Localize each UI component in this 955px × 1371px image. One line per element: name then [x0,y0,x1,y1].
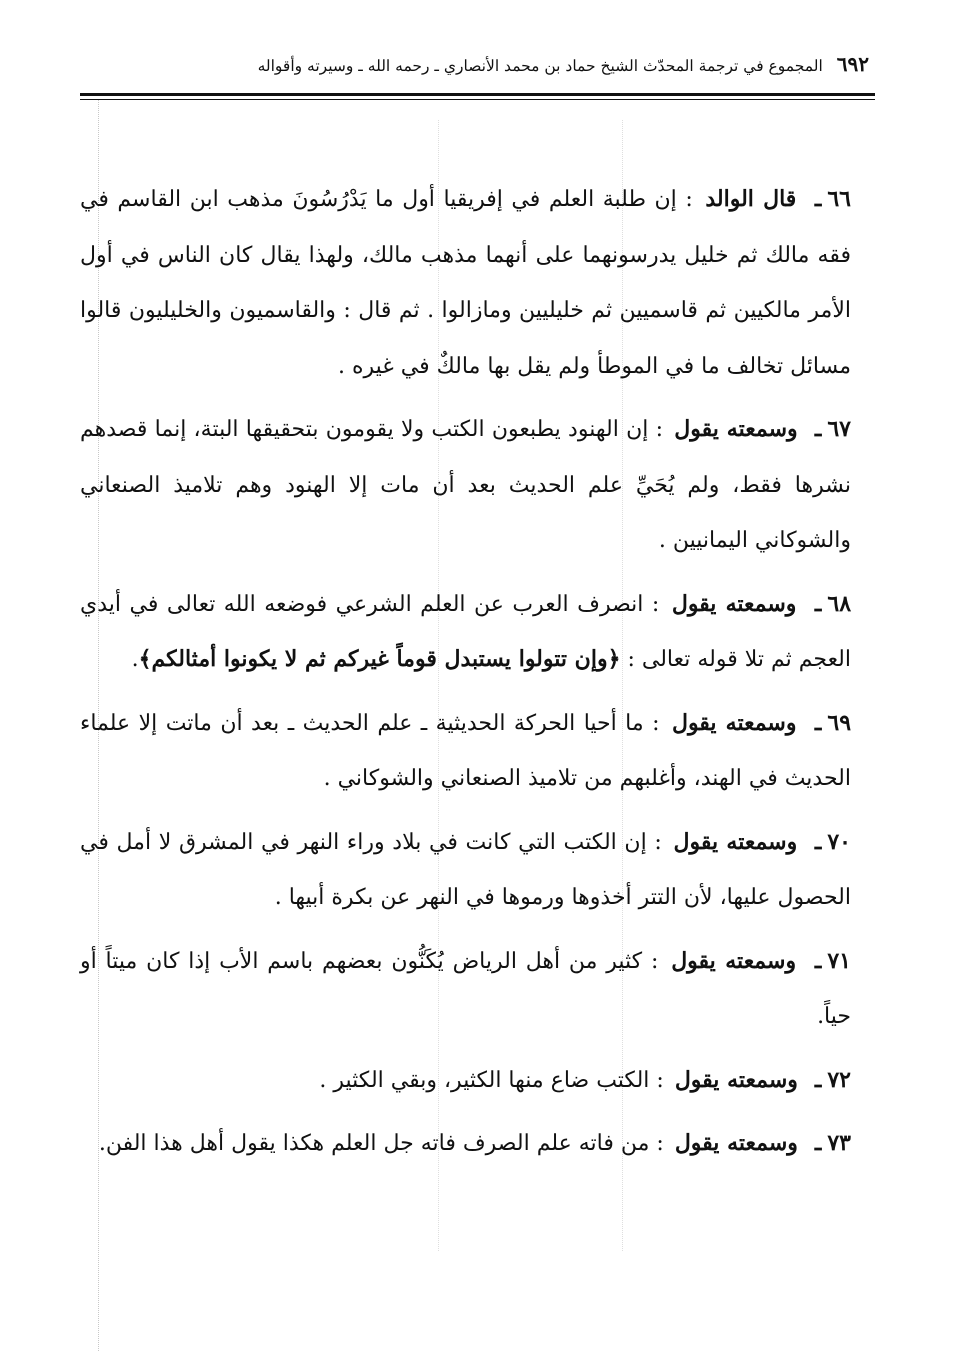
paragraph-lead: وسمعته يقول [673,828,798,855]
paragraph-text: : الكتب ضاع منها الكثير، وبقي الكثير . [319,1067,664,1093]
paragraph-lead: قال الوالد [705,186,797,212]
running-header [86,52,869,84]
paragraph-text: : إن الهنود يطبعون الكتب ولا يقومون بتحقيقها البتة، إنما قصدهم نشرها فقط، ولم يُحَيِّ علم الحديث بعد أن مات إلا الهنود وهم تلاميذ الصنعاني والشوكاني اليمانيين . [80,417,851,553]
paragraph-lead: وسمعته يقول [674,1130,798,1156]
paragraph-number: ٦٦ [827,186,851,212]
paragraph-number: ٧٠ [827,828,851,855]
paragraph-lead: وسمعته يقول [674,1066,798,1093]
number-dash: ـ [814,828,822,855]
paragraph-number: ٧٢ [827,1066,851,1093]
paragraph-lead: وسمعته يقول [671,590,797,617]
number-dash: ـ [814,709,822,736]
paragraph-text: : إن طلبة العلم في إفريقيا أول ما يَدْرُسُونَ مذهب ابن القاسم في فقه مالك ثم خليل يدرسونهما على أنهما مذهب مالك، ولهذا يقال كان الناس في أول الأمر مالكيين ثم قاسميين ثم خليليين ومازالوا . ثم قال : والقاسميون والخليليون قالوا مسائل تخالف ما في الموطأ ولم يقل بها مالكٌ في غيره . [80,187,851,379]
number-dash: ـ [814,1066,822,1093]
paragraph-number: ٦٩ [827,709,852,736]
paragraph-68 [80,577,851,688]
page-number: ٦٩٢ [836,52,869,76]
paragraph-67 [80,402,851,569]
paragraph-number: ٧١ [827,947,851,974]
paragraph-number: ٦٨ [827,590,852,617]
paragraph-number: ٦٧ [827,416,851,442]
paragraph-69 [80,696,851,807]
number-dash: ـ [814,947,822,974]
running-title: المجموع في ترجمة المحدّث الشيخ حماد بن محمد الأنصاري ـ رحمه الله ـ وسيرته وأقواله [257,57,823,75]
paragraph-70 [80,815,851,926]
header-rule-thick [80,93,875,96]
paragraph-text: : من فاته علم الصرف فاته جل العلم هكذا يقول أهل هذا الفن. [98,1131,664,1156]
paragraph-text: : كثير من أهل الرياض يُكَنُّون بعضهم باسم الأب إذا كان ميتاً أو حياً. [80,948,851,1029]
paragraph-71 [80,934,851,1045]
paragraph-number: ٧٣ [827,1130,851,1156]
header-rule-thin [80,99,875,100]
paragraph-73 [80,1116,851,1172]
quran-verse: ﴿وإن تتولوا يستبدل قوماً غيركم ثم لا يكونوا أمثالكم﴾ [138,646,621,672]
number-dash: ـ [814,186,822,212]
number-dash: ـ [814,590,822,617]
paragraph-text: : ما أحيا الحركة الحديثية ـ علم الحديث ـ بعد أن ماتت إلا علماء الحديث في الهند، وأغلبهم من تلاميذ الصنعاني والشوكاني . [80,710,851,791]
body-text [80,172,851,1180]
number-dash: ـ [814,1130,822,1156]
paragraph-text: : انصرف العرب عن العلم الشرعي فوضعه الله تعالى في أيدي العجم ثم تلا قوله تعالى : [80,591,851,672]
paragraph-lead: وسمعته يقول [671,947,797,974]
paragraph-72 [80,1053,851,1109]
paragraph-lead: وسمعته يقول [671,709,797,736]
paragraph-lead: وسمعته يقول [674,416,798,442]
paragraph-tail: . [131,647,139,672]
paragraph-text: : إن الكتب التي كانت في بلاد وراء النهر في المشرق لا أمل في الحصول عليها، لأن التتر أخذوها ورموها في النهر عن بكرة أبيها . [80,829,851,910]
number-dash: ـ [814,416,822,442]
paragraph-66 [80,172,851,394]
